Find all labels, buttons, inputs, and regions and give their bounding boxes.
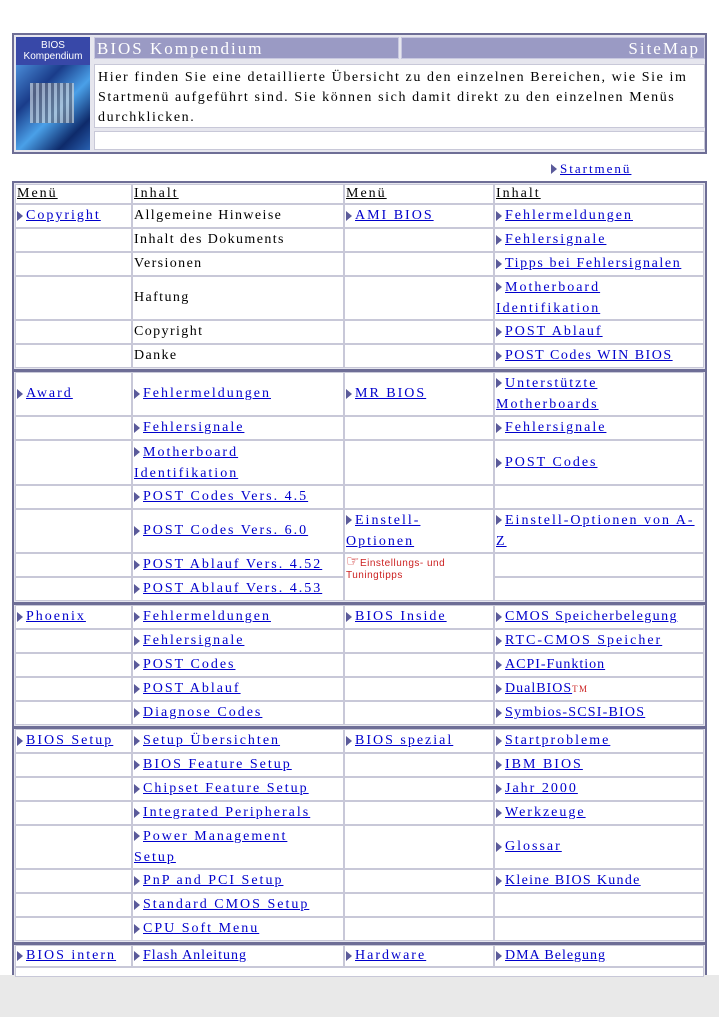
column-header-menu: Menü — [15, 184, 132, 204]
empty-cell — [344, 416, 494, 440]
content-link-item[interactable] — [494, 252, 704, 276]
arrow-right-icon — [496, 235, 502, 245]
content-item: Copyright — [132, 320, 344, 344]
trademark-mark: TM — [572, 684, 589, 694]
empty-cell — [15, 825, 132, 869]
empty-cell — [15, 228, 132, 252]
inside-link[interactable]: RTC-CMOS Speicher — [505, 633, 663, 648]
menu-link-mr-bios[interactable]: MR BIOS — [355, 386, 427, 401]
content-item: Danke — [132, 344, 344, 368]
setup-link[interactable]: Integrated Peripherals — [143, 805, 311, 820]
arrow-right-icon — [134, 924, 140, 934]
setup-link[interactable]: Power Management Setup — [134, 829, 288, 865]
setup-link[interactable]: BIOS Feature Setup — [143, 757, 292, 772]
arrow-right-icon — [346, 389, 352, 399]
menu-link-bios-intern[interactable]: BIOS intern — [26, 948, 117, 963]
content-link-item[interactable] — [494, 416, 704, 440]
arrow-right-icon — [496, 458, 502, 468]
empty-cell — [344, 753, 494, 777]
content-link-item[interactable] — [132, 917, 344, 941]
empty-cell — [15, 653, 132, 677]
empty-cell — [344, 677, 494, 701]
empty-cell — [15, 440, 132, 485]
content-item: Haftung — [132, 276, 344, 320]
ami-link[interactable]: Fehlermeldungen — [505, 208, 633, 223]
arrow-right-icon — [496, 378, 502, 388]
setup-link[interactable]: Chipset Feature Setup — [143, 781, 309, 796]
arrow-right-icon — [496, 636, 502, 646]
arrow-right-icon — [134, 584, 140, 594]
arrow-right-icon — [134, 660, 140, 670]
content-link-item[interactable] — [494, 228, 704, 252]
empty-cell — [344, 701, 494, 725]
spezial-link[interactable]: Startprobleme — [505, 733, 611, 748]
content-link-item[interactable] — [494, 945, 704, 967]
page-title: BIOS Kompendium — [94, 37, 399, 59]
content-item: Versionen — [132, 252, 344, 276]
arrow-right-icon — [134, 784, 140, 794]
arrow-right-icon — [496, 736, 502, 746]
empty-cell — [15, 917, 132, 941]
content-link-item[interactable] — [132, 825, 344, 869]
empty-cell — [15, 509, 132, 553]
arrow-right-icon — [496, 515, 502, 525]
phoenix-link[interactable]: POST Ablauf — [143, 681, 241, 696]
empty-cell — [15, 577, 132, 601]
content-link-item[interactable] — [494, 777, 704, 801]
empty-cell — [15, 677, 132, 701]
arrow-right-icon — [134, 636, 140, 646]
arrow-right-icon — [134, 900, 140, 910]
content-link-item[interactable] — [494, 801, 704, 825]
empty-cell — [15, 344, 132, 368]
pointing-hand-icon: ☞ — [346, 553, 360, 570]
arrow-right-icon — [496, 211, 502, 221]
arrow-right-icon — [134, 684, 140, 694]
menu-link-bios-inside[interactable]: BIOS Inside — [355, 609, 447, 624]
empty-cell — [344, 801, 494, 825]
empty-cell — [15, 701, 132, 725]
empty-cell — [344, 440, 494, 485]
mr-link[interactable]: Unterstützte Motherboards — [496, 376, 599, 412]
setup-link[interactable]: PnP and PCI Setup — [143, 873, 284, 888]
bios-kompendium-logo — [16, 37, 90, 150]
phoenix-link[interactable]: Fehlersignale — [143, 633, 245, 648]
header-panel — [12, 33, 707, 154]
empty-cell — [15, 252, 132, 276]
empty-cell — [15, 416, 132, 440]
content-link-item[interactable] — [132, 372, 344, 416]
content-link-item[interactable] — [494, 440, 704, 485]
content-link-item[interactable] — [494, 825, 704, 869]
menu-copyright[interactable] — [15, 204, 132, 228]
content-link-item[interactable] — [494, 320, 704, 344]
menu-award[interactable] — [15, 372, 132, 416]
arrow-right-icon — [17, 211, 23, 221]
setup-link[interactable]: CPU Soft Menu — [143, 921, 260, 936]
empty-cell — [494, 893, 704, 917]
content-link-item[interactable] — [494, 344, 704, 368]
empty-cell — [15, 320, 132, 344]
menu-bios-inside[interactable] — [344, 605, 494, 629]
empty-cell — [344, 276, 494, 320]
column-header-content: Inhalt — [132, 184, 344, 204]
page-description: Hier finden Sie eine detaillierte Übersicht zu den einzelnen Bereichen, wie Sie im Startmenü aufgeführt sind. Sie können sich damit direkt zu den einzelnen Menüs durchklicken. — [94, 64, 705, 128]
empty-cell — [15, 869, 132, 893]
award-link[interactable]: POST Codes Vers. 6.0 — [143, 523, 309, 538]
arrow-right-icon — [496, 282, 502, 292]
empty-cell — [494, 917, 704, 941]
arrow-right-icon — [134, 876, 140, 886]
arrow-right-icon — [17, 389, 23, 399]
header-spacer — [94, 131, 705, 150]
menu-link-ami-bios[interactable]: AMI BIOS — [355, 208, 434, 223]
start-link-row — [551, 161, 631, 177]
empty-cell — [15, 893, 132, 917]
content-link-item[interactable] — [494, 509, 704, 553]
menu-ami-bios[interactable] — [344, 204, 494, 228]
content-link-item[interactable] — [494, 701, 704, 725]
arrow-right-icon — [496, 876, 502, 886]
content-link-item[interactable] — [494, 653, 704, 677]
arrow-right-icon — [496, 259, 502, 269]
menu-bios-spezial[interactable] — [344, 729, 494, 753]
content-link-item[interactable] — [132, 729, 344, 753]
menu-link-einstell-optionen[interactable]: Einstell-Optionen — [346, 513, 421, 549]
arrow-right-icon — [496, 760, 502, 770]
arrow-right-icon — [17, 951, 23, 961]
empty-cell — [344, 825, 494, 869]
arrow-right-icon — [496, 842, 502, 852]
hardware-link[interactable]: DMA Belegung — [505, 948, 607, 963]
content-link-item[interactable] — [132, 509, 344, 553]
empty-cell — [15, 553, 132, 577]
menu-bios-setup[interactable] — [15, 729, 132, 753]
arrow-right-icon — [134, 526, 140, 536]
sitemap-table — [12, 181, 707, 975]
arrow-right-icon — [496, 351, 502, 361]
content-item: Allgemeine Hinweise — [132, 204, 344, 228]
content-link-item[interactable] — [494, 753, 704, 777]
arrow-right-icon — [496, 612, 502, 622]
empty-cell — [494, 577, 704, 601]
spezial-link[interactable]: Jahr 2000 — [505, 781, 578, 796]
content-link-item[interactable] — [132, 701, 344, 725]
arrow-right-icon — [134, 736, 140, 746]
award-link[interactable]: Fehlermeldungen — [143, 386, 271, 401]
empty-cell — [494, 485, 704, 509]
empty-cell — [344, 228, 494, 252]
arrow-right-icon — [134, 560, 140, 570]
content-link-item[interactable] — [132, 753, 344, 777]
content-link-item[interactable] — [494, 605, 704, 629]
ami-link[interactable]: Fehlersignale — [505, 232, 607, 247]
arrow-right-icon — [134, 612, 140, 622]
content-link-item[interactable] — [132, 605, 344, 629]
arrow-right-icon — [496, 808, 502, 818]
award-link[interactable]: Motherboard Identifikation — [134, 444, 239, 481]
arrow-right-icon — [134, 708, 140, 718]
logo-line-2: Kompendium — [23, 51, 83, 62]
arrow-right-icon — [496, 660, 502, 670]
spezial-link[interactable]: IBM BIOS — [505, 757, 583, 772]
spezial-link[interactable]: Werkzeuge — [505, 805, 586, 820]
content-link-item[interactable] — [132, 653, 344, 677]
empty-row — [15, 967, 704, 977]
arrow-right-icon — [496, 684, 502, 694]
column-header-menu: Menü — [344, 184, 494, 204]
empty-cell — [344, 893, 494, 917]
content-link-item[interactable] — [132, 777, 344, 801]
arrow-right-icon — [496, 327, 502, 337]
arrow-right-icon — [346, 211, 352, 221]
empty-cell — [344, 252, 494, 276]
arrow-right-icon — [346, 736, 352, 746]
spezial-link[interactable]: Kleine BIOS Kunde — [505, 873, 641, 888]
setup-link[interactable]: Setup Übersichten — [143, 733, 281, 748]
ami-link[interactable]: POST Ablauf — [505, 324, 603, 339]
content-link-item[interactable] — [132, 440, 344, 485]
content-link-item[interactable] — [132, 677, 344, 701]
content-link-item[interactable] — [494, 276, 704, 320]
menu-phoenix[interactable] — [15, 605, 132, 629]
arrow-right-icon — [17, 612, 23, 622]
content-link-item[interactable] — [494, 869, 704, 893]
award-link[interactable]: POST Codes Vers. 4.5 — [143, 489, 309, 504]
content-link-item[interactable] — [494, 729, 704, 753]
einstell-link[interactable]: Einstell-Optionen von A-Z — [496, 513, 695, 549]
content-link-item[interactable] — [132, 553, 344, 577]
ami-link[interactable]: Motherboard Identifikation — [496, 280, 601, 316]
phoenix-link[interactable]: Fehlermeldungen — [143, 609, 271, 624]
arrow-right-icon — [134, 447, 140, 457]
empty-cell — [344, 869, 494, 893]
empty-cell — [15, 753, 132, 777]
arrow-right-icon — [346, 951, 352, 961]
inside-link[interactable]: ACPI-Funktion — [505, 657, 606, 672]
arrow-right-icon — [346, 515, 352, 525]
content-link-item[interactable] — [494, 372, 704, 416]
arrow-right-icon — [17, 736, 23, 746]
mr-link[interactable]: POST Codes — [505, 454, 598, 470]
empty-cell — [344, 320, 494, 344]
arrow-right-icon — [134, 492, 140, 502]
empty-cell — [344, 917, 494, 941]
content-link-item[interactable] — [132, 869, 344, 893]
content-link-item[interactable] — [132, 801, 344, 825]
arrow-right-icon — [134, 389, 140, 399]
arrow-right-icon — [496, 784, 502, 794]
mr-link[interactable]: Fehlersignale — [505, 420, 607, 435]
arrow-right-icon — [496, 951, 502, 961]
menu-einstell-optionen[interactable] — [344, 509, 494, 553]
empty-cell — [15, 485, 132, 509]
menu-link-copyright[interactable]: Copyright — [26, 208, 101, 223]
menu-link-hardware[interactable]: Hardware — [355, 948, 427, 963]
arrow-right-icon — [346, 612, 352, 622]
arrow-right-icon — [134, 831, 140, 841]
menu-link-award[interactable]: Award — [26, 386, 73, 401]
arrow-right-icon — [134, 951, 140, 961]
content-link-item[interactable] — [494, 677, 704, 701]
startmenu-link[interactable]: Startmenü — [560, 161, 632, 176]
arrow-right-icon — [134, 760, 140, 770]
sitemap-label: SiteMap — [401, 37, 705, 59]
content-item: Inhalt des Dokuments — [132, 228, 344, 252]
content-link-item[interactable] — [132, 945, 344, 967]
intern-link[interactable]: Flash Anleitung — [143, 948, 248, 963]
empty-cell — [344, 485, 494, 509]
empty-cell — [15, 276, 132, 320]
empty-cell — [344, 653, 494, 677]
menu-hardware[interactable] — [344, 945, 494, 967]
content-link-item[interactable] — [494, 629, 704, 653]
empty-cell — [344, 344, 494, 368]
setup-link[interactable]: Standard CMOS Setup — [143, 897, 310, 912]
inside-link[interactable]: Symbios-SCSI-BIOS — [505, 705, 646, 720]
spezial-link[interactable]: Glossar — [505, 839, 562, 854]
empty-cell — [344, 777, 494, 801]
tuning-tips-cell[interactable] — [344, 553, 494, 601]
ami-link[interactable]: Tipps bei Fehlersignalen — [505, 256, 682, 271]
arrow-right-icon — [496, 708, 502, 718]
column-header-content: Inhalt — [494, 184, 704, 204]
arrow-right-icon — [134, 808, 140, 818]
menu-link-phoenix[interactable]: Phoenix — [26, 609, 86, 624]
empty-cell — [15, 777, 132, 801]
ami-link[interactable]: POST Codes WIN BIOS — [505, 348, 673, 363]
menu-bios-intern[interactable] — [15, 945, 132, 967]
arrow-right-icon — [134, 423, 140, 433]
content-link-item[interactable] — [132, 577, 344, 601]
inside-link[interactable]: CMOS Speicherbelegung — [505, 609, 678, 624]
phoenix-link[interactable]: POST Codes — [143, 657, 236, 672]
award-link[interactable]: POST Ablauf Vers. 4.53 — [143, 581, 323, 596]
content-link-item[interactable] — [132, 629, 344, 653]
tuning-tips-link[interactable]: Einstellungs- und Tuningtipps — [346, 558, 446, 581]
content-link-item[interactable] — [132, 893, 344, 917]
content-link-item[interactable] — [132, 485, 344, 509]
menu-link-bios-setup[interactable]: BIOS Setup — [26, 733, 114, 748]
menu-mr-bios[interactable] — [344, 372, 494, 416]
arrow-right-icon — [496, 423, 502, 433]
inside-link[interactable]: DualBIOS — [505, 681, 573, 696]
award-link[interactable]: POST Ablauf Vers. 4.52 — [143, 557, 323, 572]
arrow-right-icon — [551, 164, 557, 174]
phoenix-link[interactable]: Diagnose Codes — [143, 705, 263, 720]
logo-line-1: BIOS — [41, 40, 65, 51]
empty-cell — [15, 629, 132, 653]
content-link-item[interactable] — [494, 204, 704, 228]
award-link[interactable]: Fehlersignale — [143, 420, 245, 435]
empty-cell — [344, 629, 494, 653]
empty-cell — [494, 553, 704, 577]
content-link-item[interactable] — [132, 416, 344, 440]
menu-link-bios-spezial[interactable]: BIOS spezial — [355, 733, 454, 748]
empty-cell — [15, 801, 132, 825]
chip-image — [16, 65, 90, 150]
